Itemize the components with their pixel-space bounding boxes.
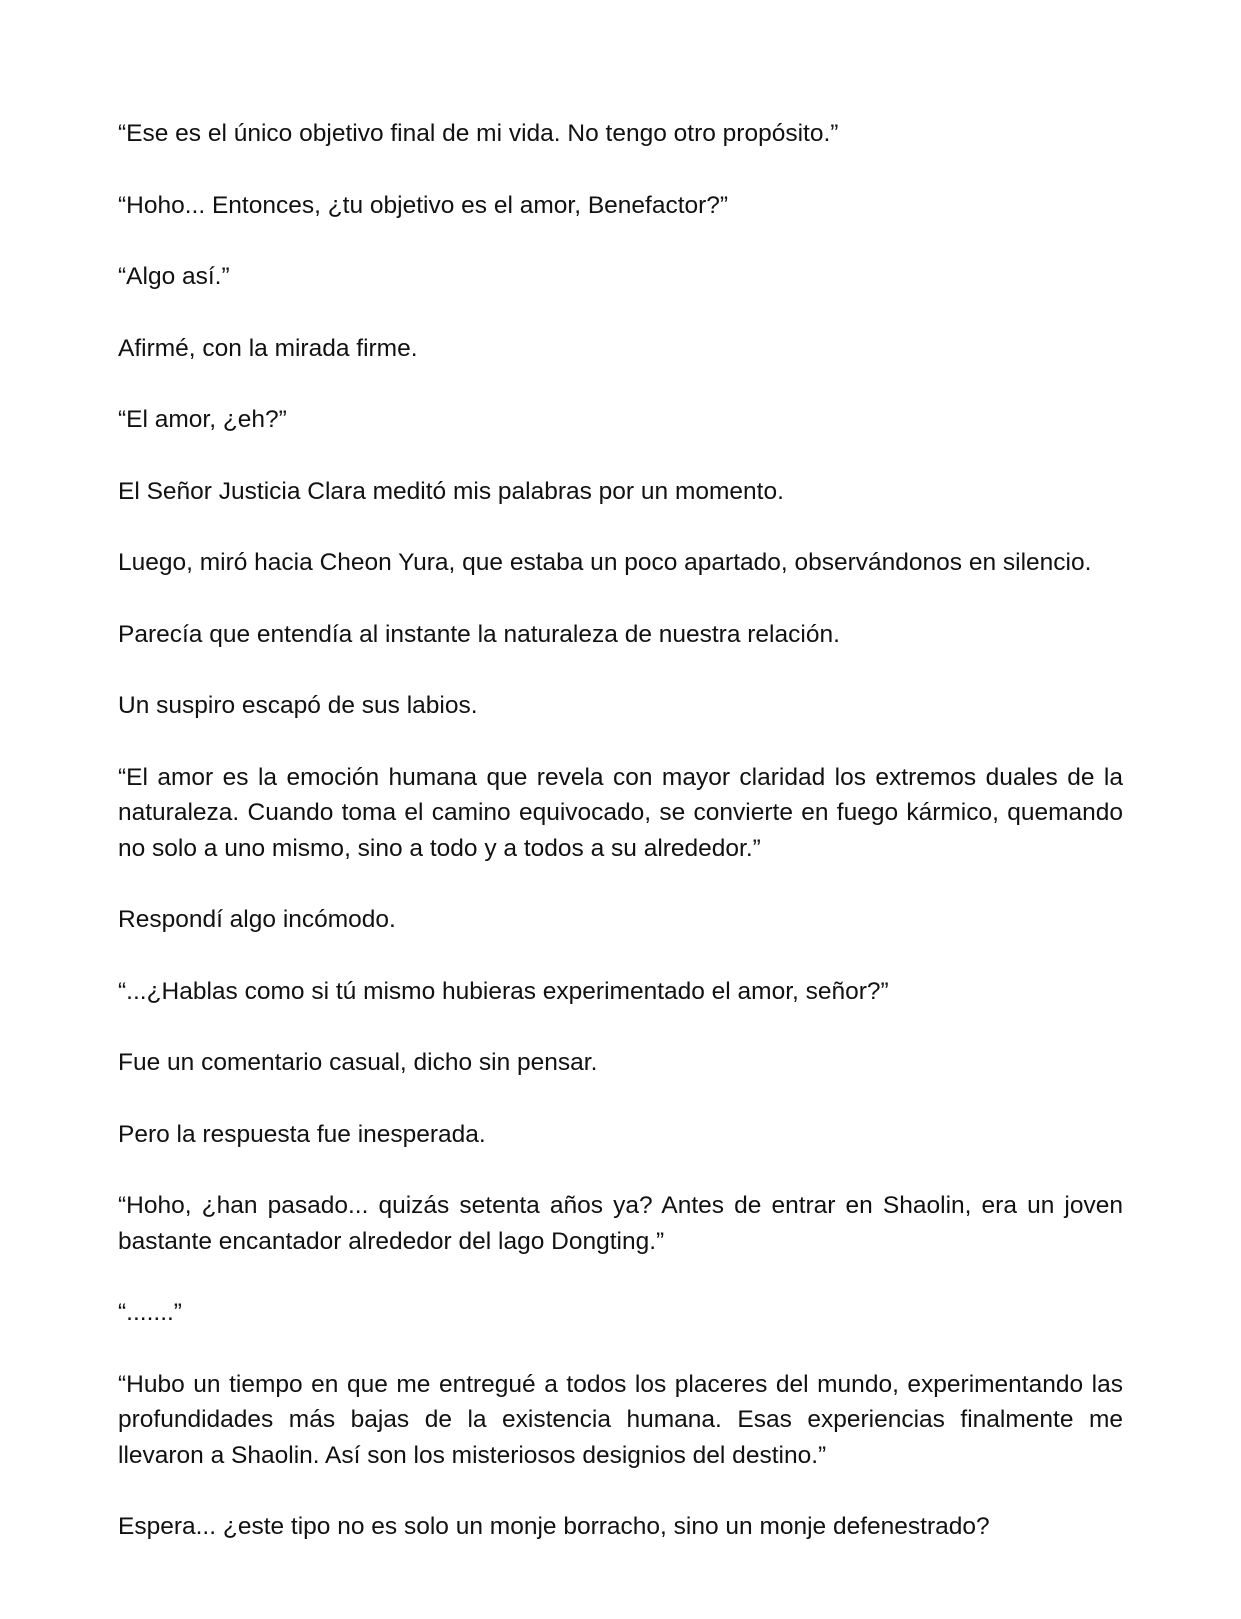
paragraph: “Hoho, ¿han pasado... quizás setenta años ya? Antes de entrar en Shaolin, era un joven bastante encantador alrededor del lago Dongting.” [118, 1192, 1123, 1255]
paragraph: Luego, miró hacia Cheon Yura, que estaba un poco apartado, observándonos en silencio. [118, 549, 1092, 576]
paragraph: “.......” [118, 1299, 182, 1326]
paragraph: “Hoho... Entonces, ¿tu objetivo es el amor, Benefactor?” [118, 191, 729, 219]
paragraph: Afirmé, con la mirada firme. [118, 334, 418, 362]
paragraph: “El amor, ¿eh?” [118, 406, 287, 433]
paragraph: “Hubo un tiempo en que me entregué a todos los placeres del mundo, experimentando las profundidades más bajas de la existencia humana. Esas experiencias finalmente me llevaron a Shaolin. Así son los misteriosos designios del destino.” [118, 1370, 1123, 1469]
paragraph: “Algo así.” [118, 263, 230, 290]
paragraph: Espera... ¿este tipo no es solo un monje borracho, sino un monje defenestrado? [118, 1513, 990, 1540]
paragraph: Parecía que entendía al instante la naturaleza de nuestra relación. [118, 620, 840, 648]
paragraph: “Ese es el único objetivo final de mi vida. No tengo otro propósito.” [118, 120, 839, 147]
paragraph: El Señor Justicia Clara meditó mis palabras por un momento. [118, 477, 784, 505]
paragraph: Respondí algo incómodo. [118, 906, 396, 933]
document-page [118, 116, 1123, 1545]
paragraph: Pero la respuesta fue inesperada. [118, 1120, 486, 1148]
paragraph: “...¿Hablas como si tú mismo hubieras experimentado el amor, señor?” [118, 977, 889, 1005]
paragraph: Fue un comentario casual, dicho sin pensar. [118, 1049, 598, 1076]
paragraph: Un suspiro escapó de sus labios. [118, 692, 478, 719]
paragraph: “El amor es la emoción humana que revela con mayor claridad los extremos duales de la naturaleza. Cuando toma el camino equivocado, se convierte en fuego kármico, quemando no solo a uno mismo, sino a todo y a todos a su alrededor.” [118, 763, 1123, 862]
